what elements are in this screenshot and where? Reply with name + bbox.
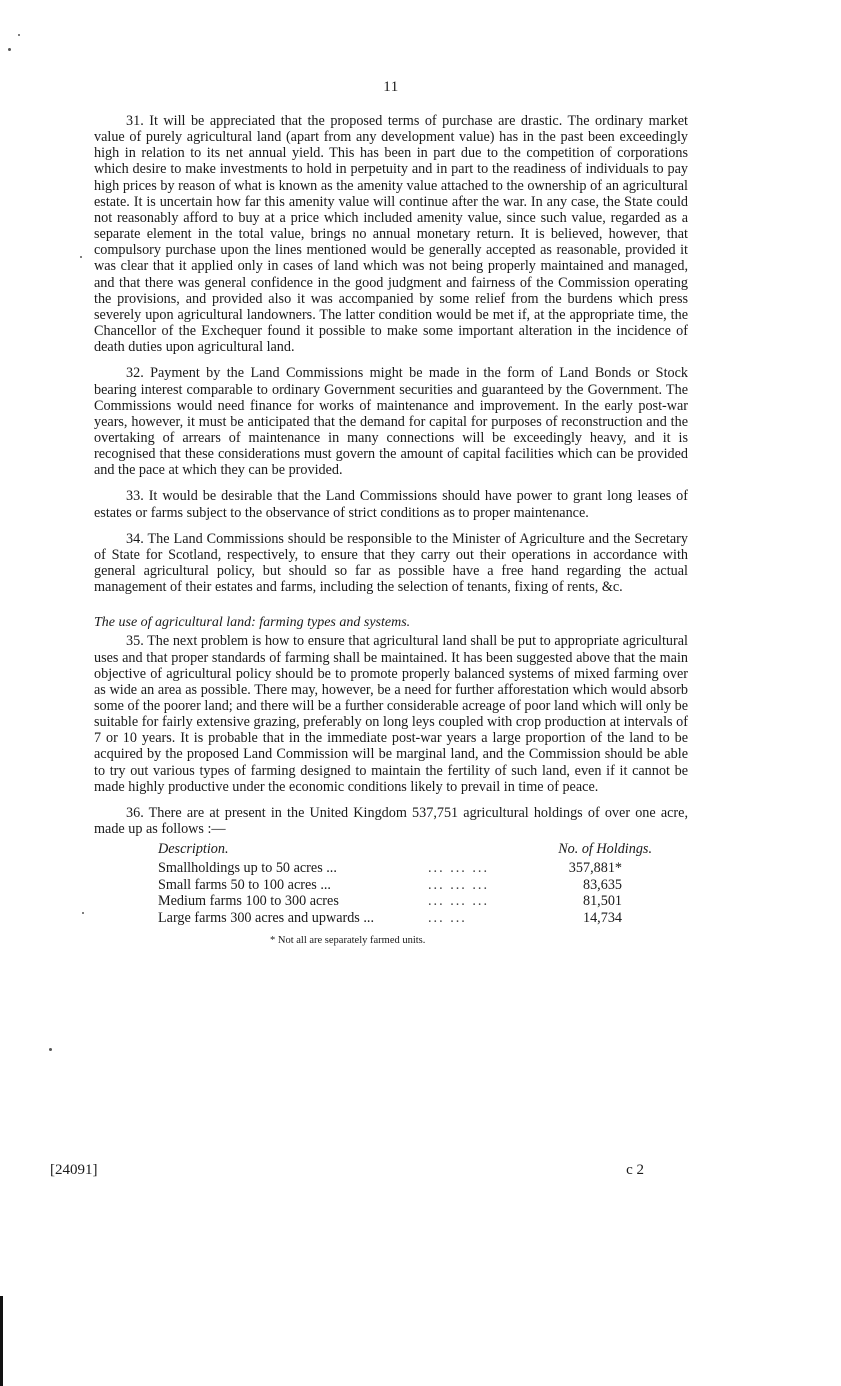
table-row xyxy=(158,877,658,894)
scan-speck xyxy=(18,34,20,36)
paragraph-35: 35. The next problem is how to ensure that agricultural land shall be put to appropriate agricultural uses and that proper standards of farming shall be maintained. It has been suggested above that the main objective of agricultural policy should be to promote properly balanced systems of mixed farming over as wide an area as possible. There may, however, be a need for further afforestation which would absorb some of the poorer land; and there will be a further considerable acreage of poor land which will only be suitable for fairly extensive grazing, preferably on long leys coupled with crop production at intervals of 7 or 10 years. It is probable that in the immediate post-war years a large proportion of the land to be acquired by the proposed Land Commission will be marginal land, and the Commission should be able to try out various types of farming designed to maintain the fertility of such land, even if it cannot be made highly productive under the economic conditions likely to prevail in time of peace. xyxy=(94,633,688,795)
table-row xyxy=(158,893,658,910)
row-leader-dots: ... ... ... xyxy=(428,876,490,893)
document-body xyxy=(94,113,688,947)
holdings-table xyxy=(158,841,658,926)
paragraph-34: 34. The Land Commissions should be responsible to the Minister of Agriculture and the Secretary of State for Scotland, respectively, to ensure that they carry out their operations in accordance with general agricultural policy, but should so far as possible have a free hand regarding the actual management of their estates and farms, including the selection of tenants, fixing of rents, &c. xyxy=(94,530,688,596)
paragraph-36: 36. There are at present in the United Kingdom 537,751 agricultural holdings of over one acre, made up as follows :— xyxy=(94,804,688,838)
row-number: 357,881* xyxy=(568,860,622,877)
paragraph-32: 32. Payment by the Land Commissions might be made in the form of Land Bonds or Stock bearing interest comparable to ordinary Government securities and guaranteed by the Government. The Commissions would need finance for works of maintenance and improvement. In the early post-war years, however, it must be anticipated that the demand for capital for purposes of reconstruction and the overtaking of arrears of maintenance in many connections will be exceedingly heavy, and it is recognised that these considerations must govern the amount of capital facilities which can be provided and the pace at which they can be provided. xyxy=(94,365,688,479)
paragraph-33: 33. It would be desirable that the Land Commissions should have power to grant long leases of estates or farms subject to the observance of strict conditions as to proper maintenance. xyxy=(94,488,688,521)
column-header-number: No. of Holdings. xyxy=(558,841,652,858)
row-leader-dots: ... ... ... xyxy=(428,893,490,910)
row-number: 14,734 xyxy=(582,909,622,926)
table-footnote: * Not all are separately farmed units. xyxy=(270,935,426,947)
scan-speck xyxy=(49,1048,52,1051)
scan-speck xyxy=(80,256,82,258)
row-description: Smallholdings up to 50 acres ... xyxy=(158,860,337,877)
column-header-spacer xyxy=(428,841,548,860)
paragraph-31: 31. It will be appreciated that the proposed terms of purchase are drastic. The ordinary market value of purely agricultural land (apart from any development value) has in the past been exceedingly high in relation to its net annual yield. This has been in part due to the competition of corporations which desire to make investments to hold in perpetuity and in part to the readiness of individuals to pay high prices by reason of what is known as the amenity value attached to the ownership of an agricultural estate. It is uncertain how far this amenity value will continue after the war. In any case, the State could not reasonably afford to buy at a price which included amenity value, since such value, regarded as a separate element in the total value, brings no annual monetary return. It is believed, however, that compulsory purchase upon the lines mentioned would be generally accepted as reasonable, provided it was clear that it applied only in cases of land which was not being properly maintained and managed, and that there was general confidence in the good judgment and fairness of the Commission operating the provisions, and provided also it was accompanied by some relief from the burdens which press severely upon agricultural landowners. The latter condition would be met if, at the appropriate time, the Chancellor of the Exchequer found it possible to make some important alteration in the incidence of death duties upon agricultural land. xyxy=(94,113,688,356)
scan-speck xyxy=(82,912,84,914)
row-description: Large farms 300 acres and upwards ... xyxy=(158,909,375,926)
section-heading: The use of agricultural land: farming types and systems. xyxy=(94,615,411,631)
row-leader-dots: ... ... ... xyxy=(428,860,490,877)
scan-speck xyxy=(8,48,11,51)
row-description: Small farms 50 to 100 acres ... xyxy=(158,876,331,893)
table-row xyxy=(158,910,658,927)
print-reference: [24091] xyxy=(50,1162,98,1178)
page-number: 11 xyxy=(383,79,399,95)
row-description: Medium farms 100 to 300 acres xyxy=(158,893,339,910)
table-row xyxy=(158,860,658,877)
table-header-row xyxy=(158,841,658,860)
row-number: 83,635 xyxy=(582,876,622,893)
signature-mark: c 2 xyxy=(626,1162,644,1178)
scan-edge-bar xyxy=(0,1296,3,1386)
column-header-description: Description. xyxy=(158,841,229,858)
row-leader-dots: ... ... xyxy=(428,909,467,926)
row-number: 81,501 xyxy=(582,893,622,910)
